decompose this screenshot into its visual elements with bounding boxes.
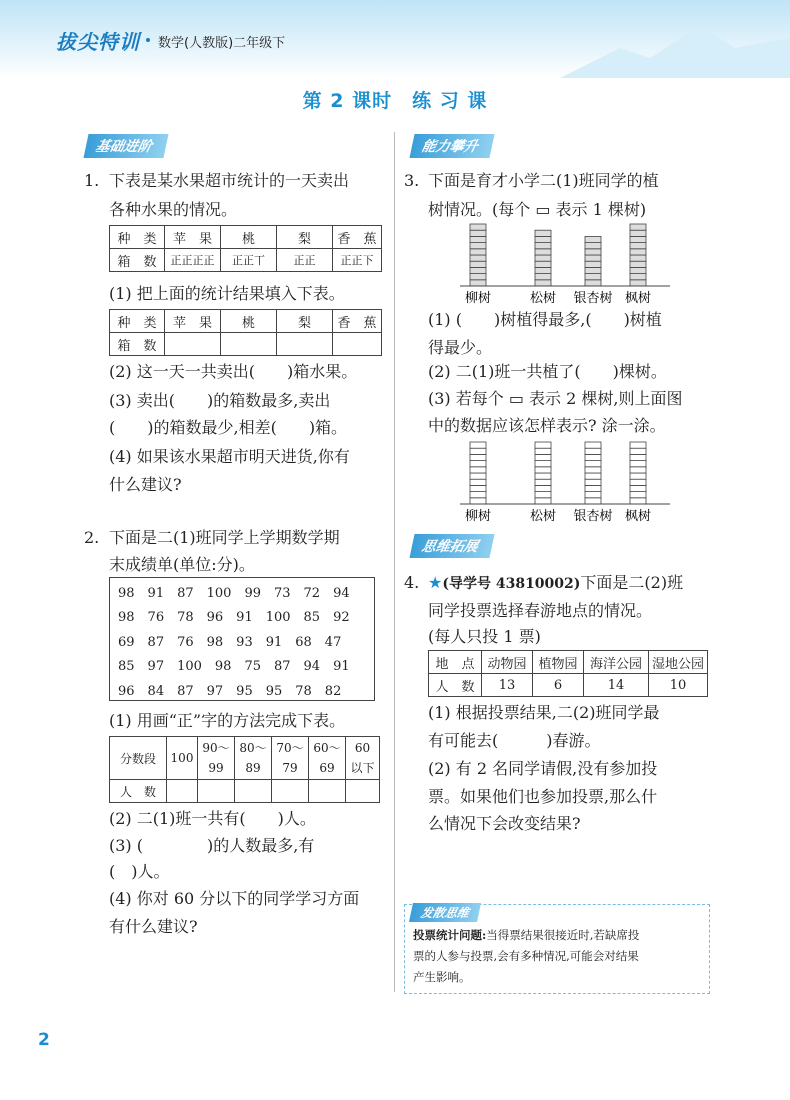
chart-cell[interactable]	[630, 473, 646, 479]
chart-cell	[630, 236, 646, 242]
q4-sub1b: 有可能去( )春游。	[428, 731, 601, 750]
q4-number: 4.	[404, 573, 420, 592]
chart-cell	[470, 236, 486, 242]
chart-cell[interactable]	[630, 454, 646, 460]
chart-cell	[470, 224, 486, 230]
chart-cell[interactable]	[470, 454, 486, 460]
q1-sub2: (2) 这一天一共卖出( )箱水果。	[109, 362, 358, 381]
q1-stem-line2: 各种水果的情况。	[109, 200, 238, 219]
vote-cell: 14	[584, 674, 649, 697]
chart-cell[interactable]	[585, 442, 601, 448]
table-header-cell: 70～ 79	[272, 737, 309, 780]
chart-cell	[470, 243, 486, 249]
chart-cell[interactable]	[535, 448, 551, 454]
chart-cell[interactable]	[630, 485, 646, 491]
score-row: 98 76 78 96 91 100 85 92	[118, 610, 350, 626]
table-header-cell: 动物园	[482, 651, 533, 674]
chart-cell[interactable]	[585, 473, 601, 479]
q2-stem-line1: 下面是二(1)班同学上学期数学期	[109, 528, 340, 547]
section-basic: 基础进阶	[83, 134, 168, 158]
q4-sub2b: 票。如果他们也参加投票,那么什	[428, 787, 658, 806]
lesson-title: 第 2 课时 练 习 课	[302, 90, 488, 112]
chart-cell	[535, 280, 551, 286]
chart-cell[interactable]	[630, 479, 646, 485]
table-header-cell: 桃	[221, 310, 277, 333]
chart-cell	[585, 236, 601, 242]
q4-sub1a: (1) 根据投票结果,二(2)班同学最	[428, 703, 660, 722]
answer-cell[interactable]	[277, 333, 333, 356]
tally-cell: 正正	[277, 249, 333, 272]
table-row-label: 人 数	[110, 780, 167, 803]
q3-stem-line2: 树情况。(每个 ▭ 表示 1 棵树)	[428, 200, 647, 219]
score-range-table	[109, 736, 380, 803]
chart-cell	[470, 274, 486, 280]
q1-sub1: (1) 把上面的统计结果填入下表。	[109, 284, 345, 303]
chart-cell[interactable]	[470, 448, 486, 454]
table-header-cell: 90～ 99	[198, 737, 235, 780]
table-header-cell: 香 蕉	[333, 226, 382, 249]
q3-sub2: (2) 二(1)班一共植了( )棵树。	[428, 362, 667, 381]
chart-cell	[470, 280, 486, 286]
chart-cell	[630, 280, 646, 286]
table-header-cell: 种 类	[110, 310, 165, 333]
answer-cell[interactable]	[165, 333, 221, 356]
chart-category-label: 柳树	[464, 291, 492, 306]
chart-cell	[535, 243, 551, 249]
table-header-cell: 苹 果	[165, 310, 221, 333]
chart-cell	[470, 230, 486, 236]
chart-cell[interactable]	[535, 479, 551, 485]
chart-cell[interactable]	[470, 461, 486, 467]
chart-cell	[585, 274, 601, 280]
chart-cell[interactable]	[535, 492, 551, 498]
chart-cell[interactable]	[585, 479, 601, 485]
table-header-cell: 梨	[277, 310, 333, 333]
chart-cell[interactable]	[535, 473, 551, 479]
tip-line: 产生影响。	[413, 970, 471, 984]
q1-sub4a: (4) 如果该水果超市明天进货,你有	[109, 447, 350, 466]
table-header-cell: 香 蕉	[333, 310, 382, 333]
table-header-cell: 地 点	[429, 651, 482, 674]
section-thinking: 思维拓展	[409, 534, 494, 558]
answer-cell[interactable]	[272, 780, 309, 803]
chart-cell[interactable]	[585, 492, 601, 498]
chart-cell[interactable]	[470, 498, 486, 504]
chart-cell	[535, 274, 551, 280]
chart-cell	[470, 255, 486, 261]
chart-cell[interactable]	[470, 479, 486, 485]
chart-cell[interactable]	[630, 448, 646, 454]
table-header-cell: 分数段	[110, 737, 167, 780]
table-row	[110, 333, 382, 356]
chart-cell	[630, 224, 646, 230]
tip-box	[404, 904, 710, 994]
vote-cell: 13	[482, 674, 533, 697]
chart-cell[interactable]	[470, 467, 486, 473]
chart-cell[interactable]	[630, 467, 646, 473]
score-row: 96 84 87 97 95 95 78 82	[118, 683, 342, 699]
chart-cell	[630, 255, 646, 261]
chart-cell[interactable]	[470, 442, 486, 448]
chart-cell	[630, 267, 646, 273]
score-list-box	[109, 577, 375, 701]
table-row	[429, 674, 708, 697]
answer-cell[interactable]	[346, 780, 380, 803]
q4-stem-line3: (每人只投 1 票)	[428, 627, 541, 646]
chart-category-label: 柳树	[464, 509, 492, 524]
subject-label: 数学(人教版)二年级下	[158, 36, 286, 51]
mountain-decoration	[560, 18, 790, 78]
chart-cell[interactable]	[630, 442, 646, 448]
tip-text	[413, 925, 705, 988]
q2-sub3b: ( )人。	[109, 862, 170, 881]
chart-cell[interactable]	[585, 454, 601, 460]
answer-cell[interactable]	[309, 780, 346, 803]
q2-sub1: (1) 用画“正”字的方法完成下表。	[109, 711, 346, 730]
table-header-cell: 苹 果	[165, 226, 221, 249]
table-header-cell: 梨	[277, 226, 333, 249]
tree-chart-1	[460, 218, 690, 308]
q2-sub4b: 有什么建议?	[109, 917, 198, 936]
chart-category-label: 银杏树	[573, 291, 613, 306]
guide-number: (导学号 43810002)	[442, 576, 581, 592]
q3-sub1b: 得最少。	[428, 338, 493, 357]
chart-cell[interactable]	[585, 467, 601, 473]
chart-category-label: 松树	[529, 291, 557, 306]
chart-cell[interactable]	[585, 498, 601, 504]
chart-cell	[535, 230, 551, 236]
table-row	[110, 780, 380, 803]
table-header-cell: 60 以下	[346, 737, 380, 780]
q4-sub2c: 么情况下会改变结果?	[428, 814, 581, 833]
table-header-cell: 海洋公园	[584, 651, 649, 674]
chart-cell	[535, 255, 551, 261]
chart-cell	[630, 249, 646, 255]
chart-cell	[535, 261, 551, 267]
table-row-label: 箱 数	[110, 333, 165, 356]
q4-stem-text: 下面是二(2)班	[580, 573, 684, 592]
chart-cell	[630, 230, 646, 236]
chart-cell[interactable]	[535, 461, 551, 467]
chart-cell	[585, 267, 601, 273]
fruit-count-table	[109, 309, 382, 356]
chart-cell	[585, 249, 601, 255]
chart-cell	[585, 243, 601, 249]
q2-sub2: (2) 二(1)班一共有( )人。	[109, 809, 316, 828]
q4-sub2a: (2) 有 2 名同学请假,没有参加投	[428, 759, 658, 778]
table-header-cell: 桃	[221, 226, 277, 249]
chart-category-label: 松树	[529, 509, 557, 524]
chart-cell	[535, 236, 551, 242]
q3-sub3a: (3) 若每个 ▭ 表示 2 棵树,则上面图	[428, 389, 683, 408]
table-header-cell: 80～ 89	[235, 737, 272, 780]
chart-cell[interactable]	[630, 492, 646, 498]
chart-cell[interactable]	[535, 467, 551, 473]
tip-line: 当得票结果很接近时,若缺席投	[486, 928, 640, 942]
chart-cell[interactable]	[470, 492, 486, 498]
table-header-cell: 100	[167, 737, 198, 780]
q4-stem-line1	[428, 568, 683, 599]
table-header-cell: 60～ 69	[309, 737, 346, 780]
dot-icon	[146, 38, 150, 42]
table-row	[110, 249, 382, 272]
chart-cell[interactable]	[470, 485, 486, 491]
chart-cell[interactable]	[630, 461, 646, 467]
chart-cell	[630, 261, 646, 267]
answer-cell[interactable]	[198, 780, 235, 803]
chart-cell	[470, 267, 486, 273]
score-row: 85 97 100 98 75 87 94 91	[118, 659, 350, 675]
chart-category-label: 枫树	[624, 509, 652, 524]
q3-sub1a: (1) ( )树植得最多,( )树植	[428, 310, 662, 329]
chart-cell[interactable]	[470, 473, 486, 479]
q3-sub3b: 中的数据应该怎样表示? 涂一涂。	[428, 416, 666, 435]
q1-sub4b: 什么建议?	[109, 475, 182, 494]
answer-cell[interactable]	[333, 333, 382, 356]
q1-sub3b: ( )的箱数最少,相差( )箱。	[109, 418, 348, 437]
answer-cell[interactable]	[221, 333, 277, 356]
tip-line: 票的人参与投票,会有多种情况,可能会对结果	[413, 949, 639, 963]
table-row	[110, 310, 382, 333]
q3-number: 3.	[404, 171, 420, 190]
q2-sub4a: (4) 你对 60 分以下的同学学习方面	[109, 889, 360, 908]
table-row	[110, 226, 382, 249]
score-row: 69 87 76 98 93 91 68 47	[118, 634, 342, 650]
brand-logo: 拔尖特训	[56, 30, 140, 54]
q2-sub3a: (3) ( )的人数最多,有	[109, 836, 315, 855]
chart-cell[interactable]	[535, 485, 551, 491]
tally-cell: 正正正正	[165, 249, 221, 272]
answer-cell[interactable]	[167, 780, 198, 803]
vote-cell: 6	[533, 674, 584, 697]
chart-cell	[585, 280, 601, 286]
tally-cell: 正正丅	[221, 249, 277, 272]
table-header-cell: 种 类	[110, 226, 165, 249]
chart-cell[interactable]	[535, 442, 551, 448]
table-header-cell: 植物园	[533, 651, 584, 674]
star-icon: ★	[428, 573, 443, 592]
q2-stem-line2: 末成绩单(单位:分)。	[109, 555, 255, 574]
q1-number: 1.	[84, 171, 100, 190]
tally-cell: 正正下	[333, 249, 382, 272]
tree-chart-2[interactable]	[460, 436, 690, 526]
chart-cell	[535, 249, 551, 255]
answer-cell[interactable]	[235, 780, 272, 803]
chart-cell	[535, 267, 551, 273]
vote-cell: 10	[649, 674, 708, 697]
tip-title: 发散思维	[409, 903, 481, 922]
tip-label: 投票统计问题:	[413, 928, 487, 942]
chart-category-label: 银杏树	[573, 509, 613, 524]
chart-cell	[470, 249, 486, 255]
chart-cell[interactable]	[535, 454, 551, 460]
page-number: 2	[38, 1030, 50, 1050]
chart-category-label: 枫树	[624, 291, 652, 306]
table-row-label: 箱 数	[110, 249, 165, 272]
table-row-label: 人 数	[429, 674, 482, 697]
section-ability: 能力攀升	[409, 134, 494, 158]
chart-cell[interactable]	[630, 498, 646, 504]
chart-cell[interactable]	[535, 498, 551, 504]
chart-cell	[585, 261, 601, 267]
chart-cell[interactable]	[585, 461, 601, 467]
chart-cell	[630, 274, 646, 280]
table-row	[110, 737, 380, 780]
chart-cell	[585, 255, 601, 261]
vote-table	[428, 650, 708, 697]
table-header-cell: 湿地公园	[649, 651, 708, 674]
q2-number: 2.	[84, 528, 100, 547]
table-row	[429, 651, 708, 674]
chart-cell[interactable]	[585, 485, 601, 491]
chart-cell	[470, 261, 486, 267]
q3-stem-line1: 下面是育才小学二(1)班同学的植	[428, 171, 659, 190]
q1-stem-line1: 下表是某水果超市统计的一天卖出	[109, 171, 350, 190]
q4-stem-line2: 同学投票选择春游地点的情况。	[428, 601, 653, 620]
column-divider	[394, 132, 395, 992]
chart-cell[interactable]	[585, 448, 601, 454]
fruit-tally-table	[109, 225, 382, 272]
q1-sub3a: (3) 卖出( )的箱数最多,卖出	[109, 391, 331, 410]
chart-cell	[630, 243, 646, 249]
score-row: 98 91 87 100 99 73 72 94	[118, 586, 350, 601]
